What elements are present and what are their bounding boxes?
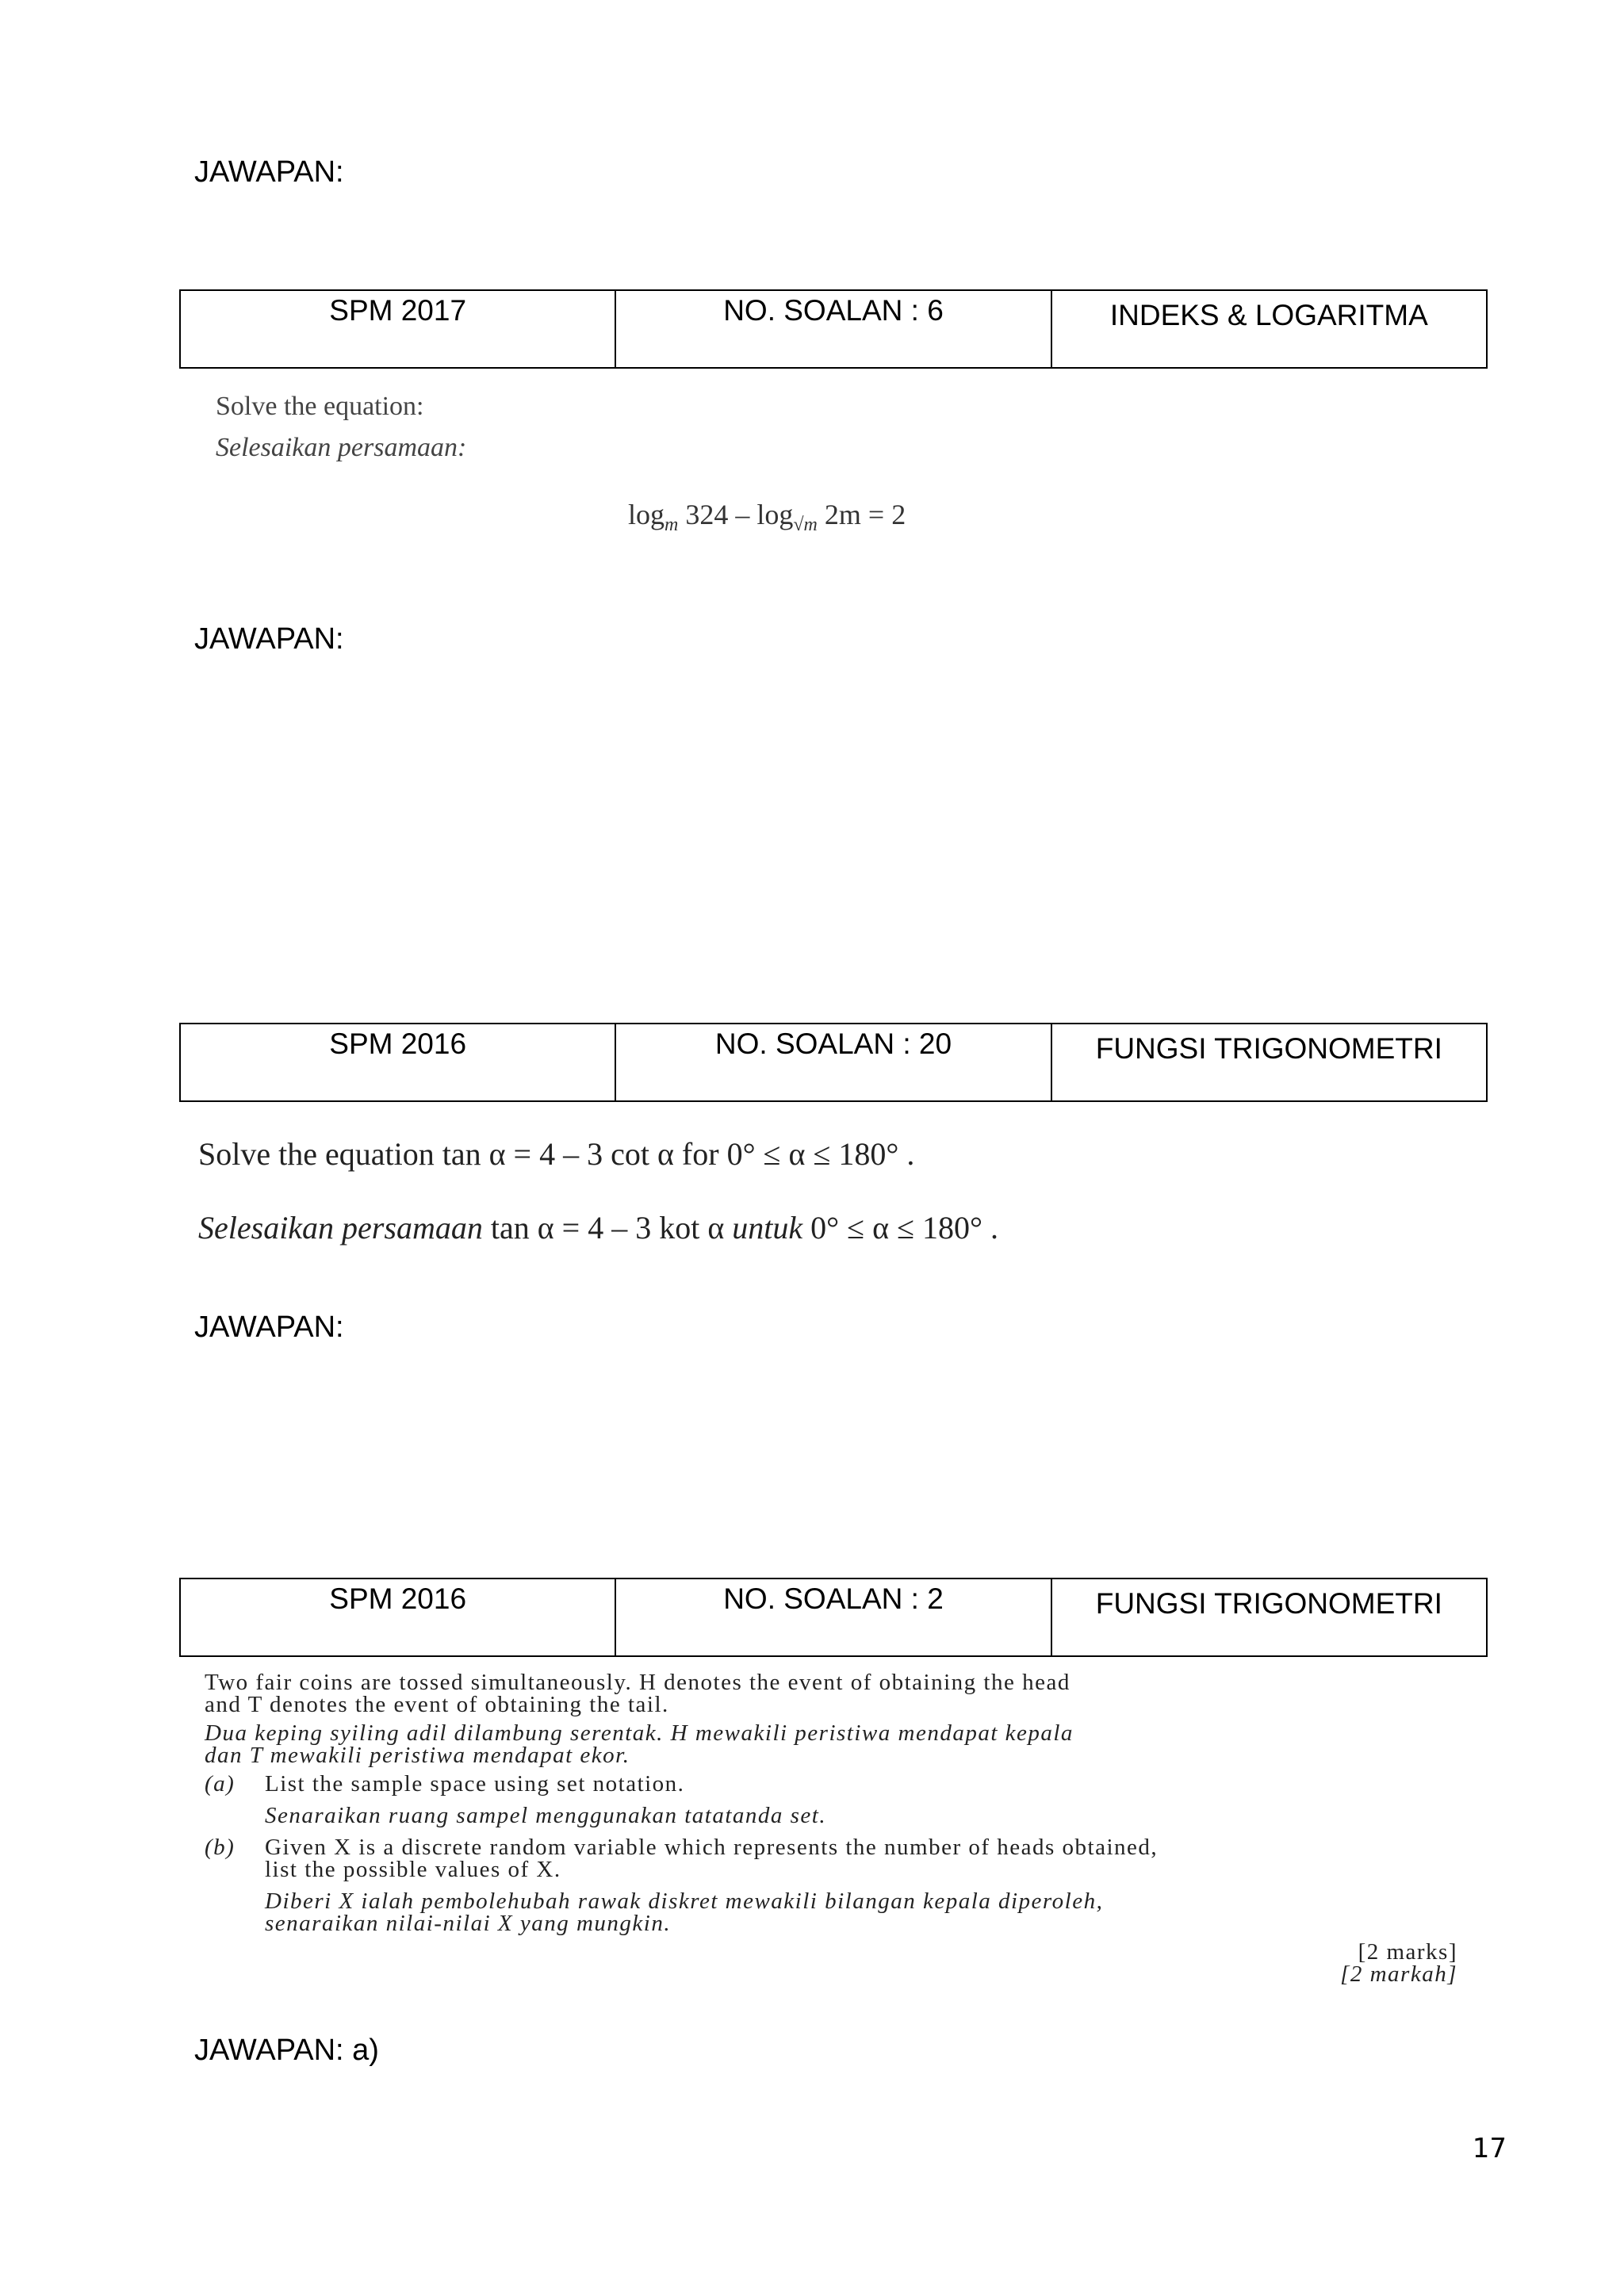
- topic: FUNGSI TRIGONOMETRI: [1051, 1579, 1486, 1655]
- part-b: (b) Given X is a discrete random variable which represents the number of heads obtained,: [205, 1835, 1159, 1860]
- question-header-table: [179, 1578, 1488, 1657]
- part-b-ms: senaraikan nilai-nilai X yang mungkin.: [265, 1911, 672, 1936]
- answer-label: JAWAPAN:: [194, 622, 344, 656]
- question-text-en: Solve the equation tan α = 4 – 3 cot α for 0° ≤ α ≤ 180° .: [198, 1136, 915, 1172]
- question-header-table: [179, 1023, 1488, 1102]
- answer-label: JAWAPAN:: [194, 1311, 344, 1344]
- intro-en: and T denotes the event of obtaining the tail.: [205, 1692, 669, 1717]
- question-header-table: [179, 289, 1488, 369]
- exam-year: SPM 2016: [329, 1582, 467, 1615]
- question-text: [216, 386, 466, 469]
- intro-en: Two fair coins are tossed simultaneously. H denotes the event of obtaining the head: [205, 1670, 1071, 1695]
- equation: $\log_m 324 - \log_{√m} 2m = 2$: [628, 499, 906, 536]
- question-text: [205, 1671, 1457, 1985]
- question-number: NO. SOALAN : 20: [615, 1024, 1050, 1100]
- part-b: list the possible values of X.: [265, 1857, 561, 1882]
- page-number: 17: [1472, 2133, 1507, 2164]
- answer-label: JAWAPAN:: [194, 155, 344, 189]
- question-text-ms: Selesaikan persamaan tan α = 4 – 3 kot α untuk 0° ≤ α ≤ 180° .: [198, 1210, 999, 1246]
- intro-ms: Dua keping syiling adil dilambung serentak. H mewakili peristiwa mendapat kepala: [205, 1720, 1074, 1746]
- topic: FUNGSI TRIGONOMETRI: [1051, 1024, 1486, 1100]
- topic: INDEKS & LOGARITMA: [1051, 291, 1486, 367]
- exam-year: SPM 2016: [329, 1027, 467, 1060]
- question-number: NO. SOALAN : 2: [615, 1579, 1050, 1655]
- answer-label: JAWAPAN: a): [194, 2034, 379, 2067]
- question-number: NO. SOALAN : 6: [615, 291, 1050, 367]
- instruction-ms: Selesaikan persamaan:: [216, 433, 467, 462]
- exam-year: SPM 2017: [329, 294, 467, 327]
- part-a: (a) List the sample space using set notation.: [205, 1771, 685, 1797]
- marks-en: [2 marks]: [1358, 1939, 1457, 1965]
- intro-ms: dan T mewakili peristiwa mendapat ekor.: [205, 1743, 630, 1768]
- part-a-ms: Senaraikan ruang sampel menggunakan tatatanda set.: [265, 1803, 827, 1828]
- part-b-ms: Diberi X ialah pembolehubah rawak diskret mewakili bilangan kepala diperoleh,: [265, 1888, 1104, 1914]
- instruction-en: Solve the equation:: [216, 392, 424, 421]
- marks-ms: [2 markah]: [1340, 1961, 1457, 1987]
